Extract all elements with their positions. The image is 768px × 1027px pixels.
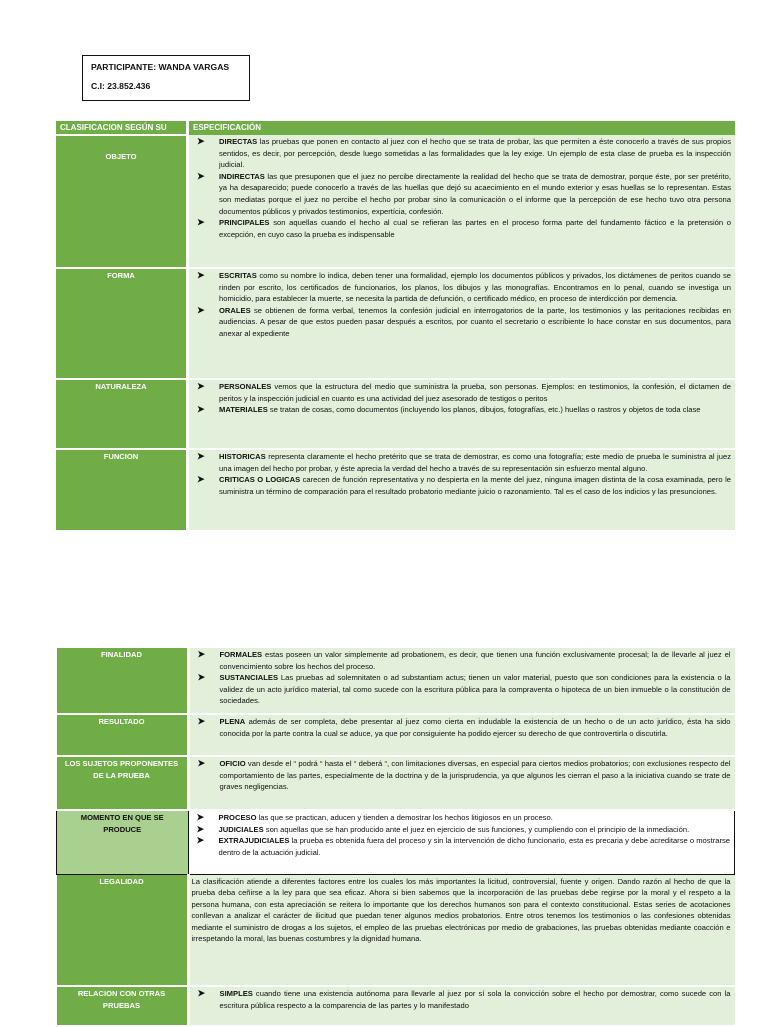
- list-item: ➤ MATERIALES se tratan de cosas, como documentos (incluyendo los planos, dibujos, fotografías, etc.) huellas o rastros y objetos de toda clase: [197, 404, 701, 415]
- row-label: RELACION CON OTRAS PRUEBAS: [57, 986, 189, 1026]
- row-spec: [188, 714, 735, 756]
- table-header-row: [56, 121, 735, 135]
- row-label: FINALIDAD: [57, 648, 189, 714]
- row-label: FUNCION: [56, 449, 188, 531]
- table-row: [57, 874, 735, 986]
- list-item: ➤ DIRECTAS las pruebas que ponen en contacto al juez con el hecho que se trata de probar, las que permiten a éste conocerlo a través de sus propios sentidos, es decir, por percepción, desde luego sometidas a las formalidades que la ley exige. Un ejemplo de esta clase de prueba es la inspección judicial.: [197, 136, 731, 170]
- row-label: LOS SUJETOS PROPONENTES DE LA PRUEBA: [57, 756, 189, 810]
- table-row: [57, 648, 735, 714]
- participant-ci: C.I: 23.852.436: [91, 81, 151, 91]
- arrowhead-bullet-icon: ➤: [197, 304, 205, 315]
- table-row: [56, 268, 735, 379]
- row-label: LEGALIDAD: [57, 874, 189, 986]
- list-item: ➤ PLENA además de ser completa, debe presentar al juez como cierta en indudable la existencia de un hecho o de un acto jurídico, ésta ha sido conocida por la parte contra la cual se aduce, ya que por consiguiente ha podido ejercer su derecho de que controvertirla o discutirla.: [197, 716, 731, 738]
- row-spec: [188, 810, 735, 874]
- arrowhead-bullet-icon: ➤: [196, 835, 205, 846]
- spec-list: [194, 988, 731, 1011]
- row-label: OBJETO: [56, 135, 188, 268]
- list-item: ➤ PROCESO las que se practican, aducen y tienden a demostrar los hechos litigiosos en un proceso.: [196, 812, 553, 822]
- arrowhead-bullet-icon: ➤: [197, 381, 205, 391]
- participant-name: PARTICIPANTE: WANDA VARGAS: [91, 62, 230, 72]
- row-spec: [188, 379, 736, 449]
- row-label: RESULTADO: [57, 714, 189, 756]
- arrowhead-bullet-icon: ➤: [197, 988, 206, 998]
- table-row: [57, 810, 735, 874]
- row-label: NATURALEZA: [56, 379, 188, 449]
- arrowhead-bullet-icon: ➤: [197, 217, 205, 228]
- row-spec: [188, 874, 735, 986]
- arrowhead-bullet-icon: ➤: [197, 474, 205, 485]
- row-spec: [188, 986, 735, 1026]
- row-spec: [188, 449, 736, 531]
- list-item: ➤ SUSTANCIALES Las pruebas ad solemnitaten o ad substantiam actus; tienen un valor material, puesto que son condiciones para la existencia o la validez de un acto jurídico material, tal como sucede con la escritura pública para la compraventa o hipoteca de un bien inmueble o la constitución de sociedades.: [197, 672, 731, 706]
- arrowhead-bullet-icon: ➤: [196, 812, 205, 822]
- spec-list: [193, 270, 731, 340]
- list-item: ➤ PERSONALES vemos que la estructura del medio que suministra la prueba, son personas. Ejemplos: en testimonios, la confesión, el dictamen de peritos y la inspección judicial en cuanto es una actividad del juez asesorado de testigos o peritos: [197, 381, 731, 403]
- list-item: ➤ SIMPLES cuando tiene una existencia autónoma para llevarle al juez por sí sola la convicción sobre el hecho por demostrar, como sucede con la escritura pública respecto a la comparencia de las partes y lo manifestado: [197, 988, 731, 1010]
- classification-table-1: [56, 121, 735, 532]
- list-item: ➤ HISTORICAS representa claramente el hecho pretérito que se trata de demostrar, es como una fotografía; este medio de prueba le suministra al juez una imagen del hecho por probar, y éste aprecia la verdad del hecho a través de su representación sin esfuerzo mental alguno.: [197, 451, 731, 473]
- arrowhead-bullet-icon: ➤: [197, 136, 205, 146]
- arrowhead-bullet-icon: ➤: [197, 270, 205, 280]
- table-row: [56, 449, 735, 531]
- table-row: [57, 756, 735, 810]
- arrowhead-bullet-icon: ➤: [196, 823, 205, 834]
- row-spec: [188, 135, 736, 268]
- classification-table-2: [56, 648, 735, 1027]
- arrowhead-bullet-icon: ➤: [197, 451, 205, 461]
- list-item: ➤ CRITICAS O LOGICAS carecen de función representativa y no despierta en la mente del juez, ninguna imagen distinta de la cosa examinada, pero le suministra un término de comparación para el resultado probatorio mediante juicio o razonamiento. Tal es el caso de los indicios y las presunciones.: [197, 474, 731, 496]
- arrowhead-bullet-icon: ➤: [197, 758, 206, 768]
- row-label: MOMENTO EN QUE SE PRODUCE: [57, 810, 189, 874]
- participant-box: [82, 55, 250, 101]
- list-item: ➤ JUDICIALES son aquellas que se han producido ante el juez en ejercicio de sus funciones, y cumpliendo con el principio de la inmediación.: [196, 823, 690, 834]
- table-row: [57, 714, 735, 756]
- spec-list: [194, 758, 731, 793]
- spec-list: [193, 136, 731, 240]
- list-item: ➤ INDIRECTAS las que presuponen que el juez no percibe directamente la realidad del hecho que se trata de demostrar, porque éste, por ser pretérito, ya ha desaparecido; puede conocerlo a través de las huellas que dejó su acaecimiento en el mundo exterior y esas huellas se lo representan. Estas son mediatas porque el juez no percibe el hecho por probar sino la comunicación o el informe que la percepción de ese hecho tuvo otra persona documentos públicos y privados testimonios, expertícia, confesión.: [197, 170, 731, 216]
- list-item: ➤ EXTRAJUDICIALES la prueba es obtenida fuera del proceso y sin la intervención de dicho funcionario, esta es precaria y debe acreditarse o mostrarse dentro de la actuación judicial.: [196, 835, 730, 857]
- spec-list: [194, 716, 731, 739]
- table-row: [56, 135, 735, 268]
- list-item: ➤ FORMALES estas poseen un valor simplemente ad probationem, es decir, que tienen una función exclusivamente procesal; la de llevarle al juez el convencimiento sobre los hechos del proceso.: [197, 649, 731, 671]
- row-label: FORMA: [56, 268, 188, 379]
- arrowhead-bullet-icon: ➤: [197, 716, 206, 726]
- legalidad-paragraph: La clasificación atiende a diferentes factores entre los cuales los más importantes la licitud, controversial, fuente y origen. Dando razón al hecho de que la prueba deba ceñirse a la ley para que sea eficaz. Ahora si bien sabemos que la incorporación de las pruebas debe regirse por la moral y el respeto a la persona humana, con esta apreciación se reitera lo importante que los derechos humanos son para el contexto constitucional. Estas series de acotaciones conllevan a analizar el carácter de ilicitud que puedan tener algunos medios probatorios. Entre otros tenemos los testimonios o las confesiones obtenidas mediante el suministro de drogas a los sujetos, el empleo de las pruebas electrónicas por medio de grabaciones, las pruebas obtenidas mediante coacción e irrespetando la moral, las buenas costumbres y la dignidad humana.: [191, 876, 731, 944]
- row-spec: [188, 268, 736, 379]
- list-item: ➤ PRINCIPALES son aquellas cuando el hecho al cual se refieran las partes en el proceso forma parte del fundamento fáctico e la pretensión o excepción, en cuyo caso la prueba es indispensable: [197, 217, 731, 239]
- header-especificacion: ESPECIFICACIÓN: [188, 121, 736, 135]
- arrowhead-bullet-icon: ➤: [197, 170, 205, 181]
- table-row: [56, 379, 735, 449]
- arrowhead-bullet-icon: ➤: [197, 649, 206, 659]
- spec-list: [194, 649, 731, 707]
- list-item: ➤ ESCRITAS como su nombre lo indica, deben tener una formalidad, ejemplo los documentos públicos y privados, los dictámenes de peritos cuando se rinden por escrito, los certificados de funcionarios, los planos, los dibujos y las monografías. Encontramos en lo penal, cuando se investiga un homicidio, para establecer la muerte, se necesita la partida de defunción, o certificado médico, en proceso de interdicción por demencia.: [197, 270, 731, 304]
- spec-list: [193, 451, 731, 497]
- row-spec: [188, 648, 735, 714]
- list-item: ➤ OFICIO van desde el “ podrá “ hasta el “ deberá “, con limitaciones diversas, en especial para ciertos medios probatorios; con exclusiones respecto del comportamiento de las partes, especialmente de la doctrina y de la jurisprudencia, ya que algunos les cierran el paso a la iniciativa cuando se trate de graves negligencias.: [197, 758, 731, 792]
- arrowhead-bullet-icon: ➤: [197, 672, 206, 683]
- header-clasificacion: CLASIFICACION SEGÚN SU: [56, 121, 188, 135]
- list-item: ➤ ORALES se obtienen de forma verbal, tenemos la confesión judicial en interrogatorios de la parte, los testimonios y las peritaciones recibidas en audiencias. A pesar de que estos pueden pasar después a escritos, por cuanto el secretario o escribiente lo hace constar en sus documentos, para anexar al expediente: [197, 304, 731, 338]
- table-row: [57, 986, 735, 1026]
- spec-list: [193, 381, 731, 416]
- row-spec: [188, 756, 735, 810]
- spec-list: [193, 812, 731, 858]
- arrowhead-bullet-icon: ➤: [197, 404, 205, 415]
